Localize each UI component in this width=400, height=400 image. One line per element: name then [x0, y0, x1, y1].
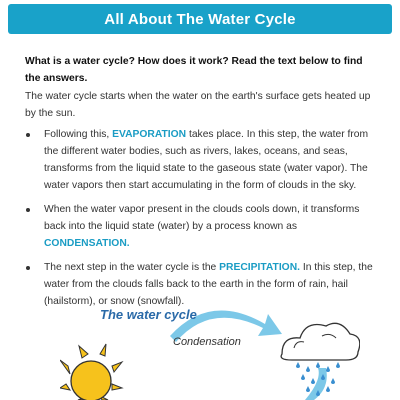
cloud-icon [281, 323, 360, 360]
title-banner [8, 4, 392, 34]
keyword-condensation: CONDENSATION. [44, 238, 130, 249]
bullet-icon [26, 266, 30, 270]
article-body [25, 53, 377, 317]
lead-question: What is a water cycle? How does it work? Read the text below to find the answers. [25, 56, 363, 84]
list-item [25, 126, 377, 194]
item-text-before: When the water vapor present in the clouds cools down, it transforms back into the liquid state (water) by a process known as [44, 204, 360, 232]
bullet-icon [26, 133, 30, 137]
arrow-lower-icon [305, 368, 327, 400]
item-text-before: Following this, [44, 129, 113, 140]
diagram-title: The water cycle [100, 307, 197, 322]
page-title: All About The Water Cycle [104, 10, 296, 28]
intro-paragraph: The water cycle starts when the water on the earth's surface gets heated up by the sun. [25, 91, 371, 119]
keyword-evaporation: EVAPORATION [112, 129, 187, 140]
steps-list [25, 126, 377, 310]
sun-icon [60, 344, 122, 400]
list-item [25, 201, 377, 252]
item-text-after: takes place. In this step, the water from the different water bodies, such as rivers, lakes, oceans, and seas, transforms from the liquid state to the gaseous state (water vapor). The water vapors then start accumulating in the form of clouds in the sky. [44, 129, 369, 191]
item-text-before: The next step in the water cycle is the [44, 262, 220, 273]
keyword-precipitation: PRECIPITATION. [219, 262, 300, 273]
item-text-after: In this step, the water from the clouds falls back to the earth in the form of rain, hail (hailstorm), or snow (snowfall). [44, 262, 373, 307]
bullet-icon [26, 208, 30, 212]
condensation-label: Condensation [173, 336, 241, 348]
